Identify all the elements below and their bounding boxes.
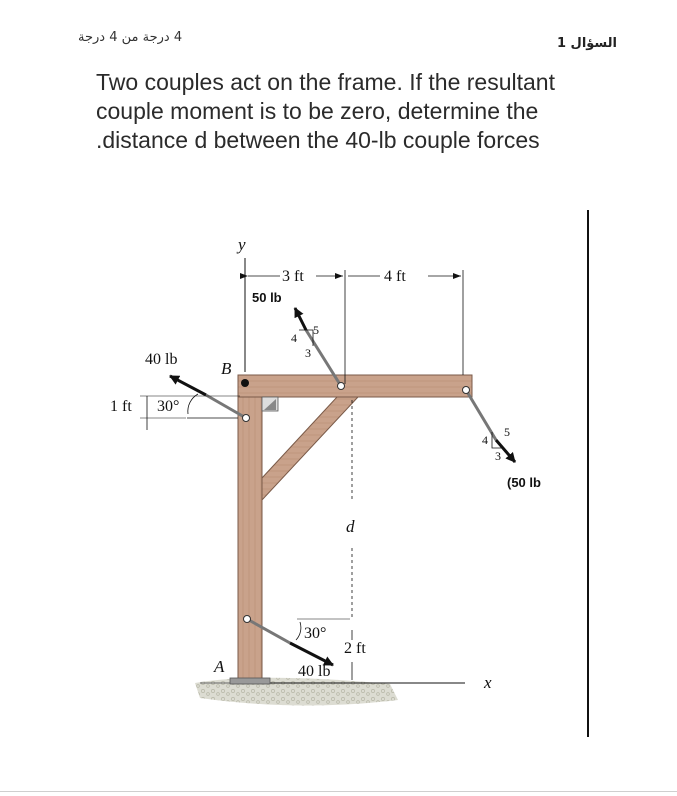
force-40-bottom-label: 40 lb <box>298 663 331 680</box>
question-line-1: Two couples act on the frame. If the resultant <box>96 69 555 95</box>
force-50-top-arrow <box>295 308 306 330</box>
angle-bottom-label: 30° <box>304 625 327 642</box>
dim-2ft: 2 ft <box>344 640 366 657</box>
diagonal-brace <box>262 397 358 500</box>
ground <box>195 678 398 706</box>
force-50-right-rope <box>466 390 496 440</box>
label-a: A <box>214 657 225 676</box>
force-40-bottom-arrow <box>290 643 333 665</box>
vertical-post <box>238 375 262 683</box>
triangle-label-3a: 3 <box>305 346 311 360</box>
force-40-top-arrow <box>170 376 206 395</box>
triangle-label-5b: 5 <box>504 425 510 439</box>
pin-b <box>241 379 249 387</box>
triangle-label-4b: 4 <box>482 433 488 447</box>
points-label: 4 درجة من 4 درجة <box>78 30 183 45</box>
dim-1ft: 1 ft <box>110 398 132 415</box>
force-50-right-label: (50 lb <box>507 475 541 490</box>
angle-top-label: 30° <box>157 398 180 415</box>
dim-3ft: 3 ft <box>282 268 304 285</box>
dim-d: d <box>346 517 355 536</box>
x-axis-label: x <box>484 673 492 692</box>
triangle-label-3b: 3 <box>495 449 501 463</box>
question-line-2: couple moment is to be zero, determine the <box>96 98 539 124</box>
label-b: B <box>221 359 232 378</box>
y-axis-label: y <box>238 235 246 254</box>
triangle-label-4a: 4 <box>291 331 297 345</box>
question-line-3: .distance d between the 40-lb couple forces <box>96 127 540 153</box>
force-50-top-label: 50 lb <box>252 290 282 305</box>
horizontal-beam <box>238 375 472 397</box>
force-40-top-label: 40 lb <box>145 351 178 368</box>
triangle-label-5a: 5 <box>313 323 319 337</box>
question-number-label: السؤال 1 <box>556 36 617 51</box>
dim-4ft: 4 ft <box>384 268 406 285</box>
